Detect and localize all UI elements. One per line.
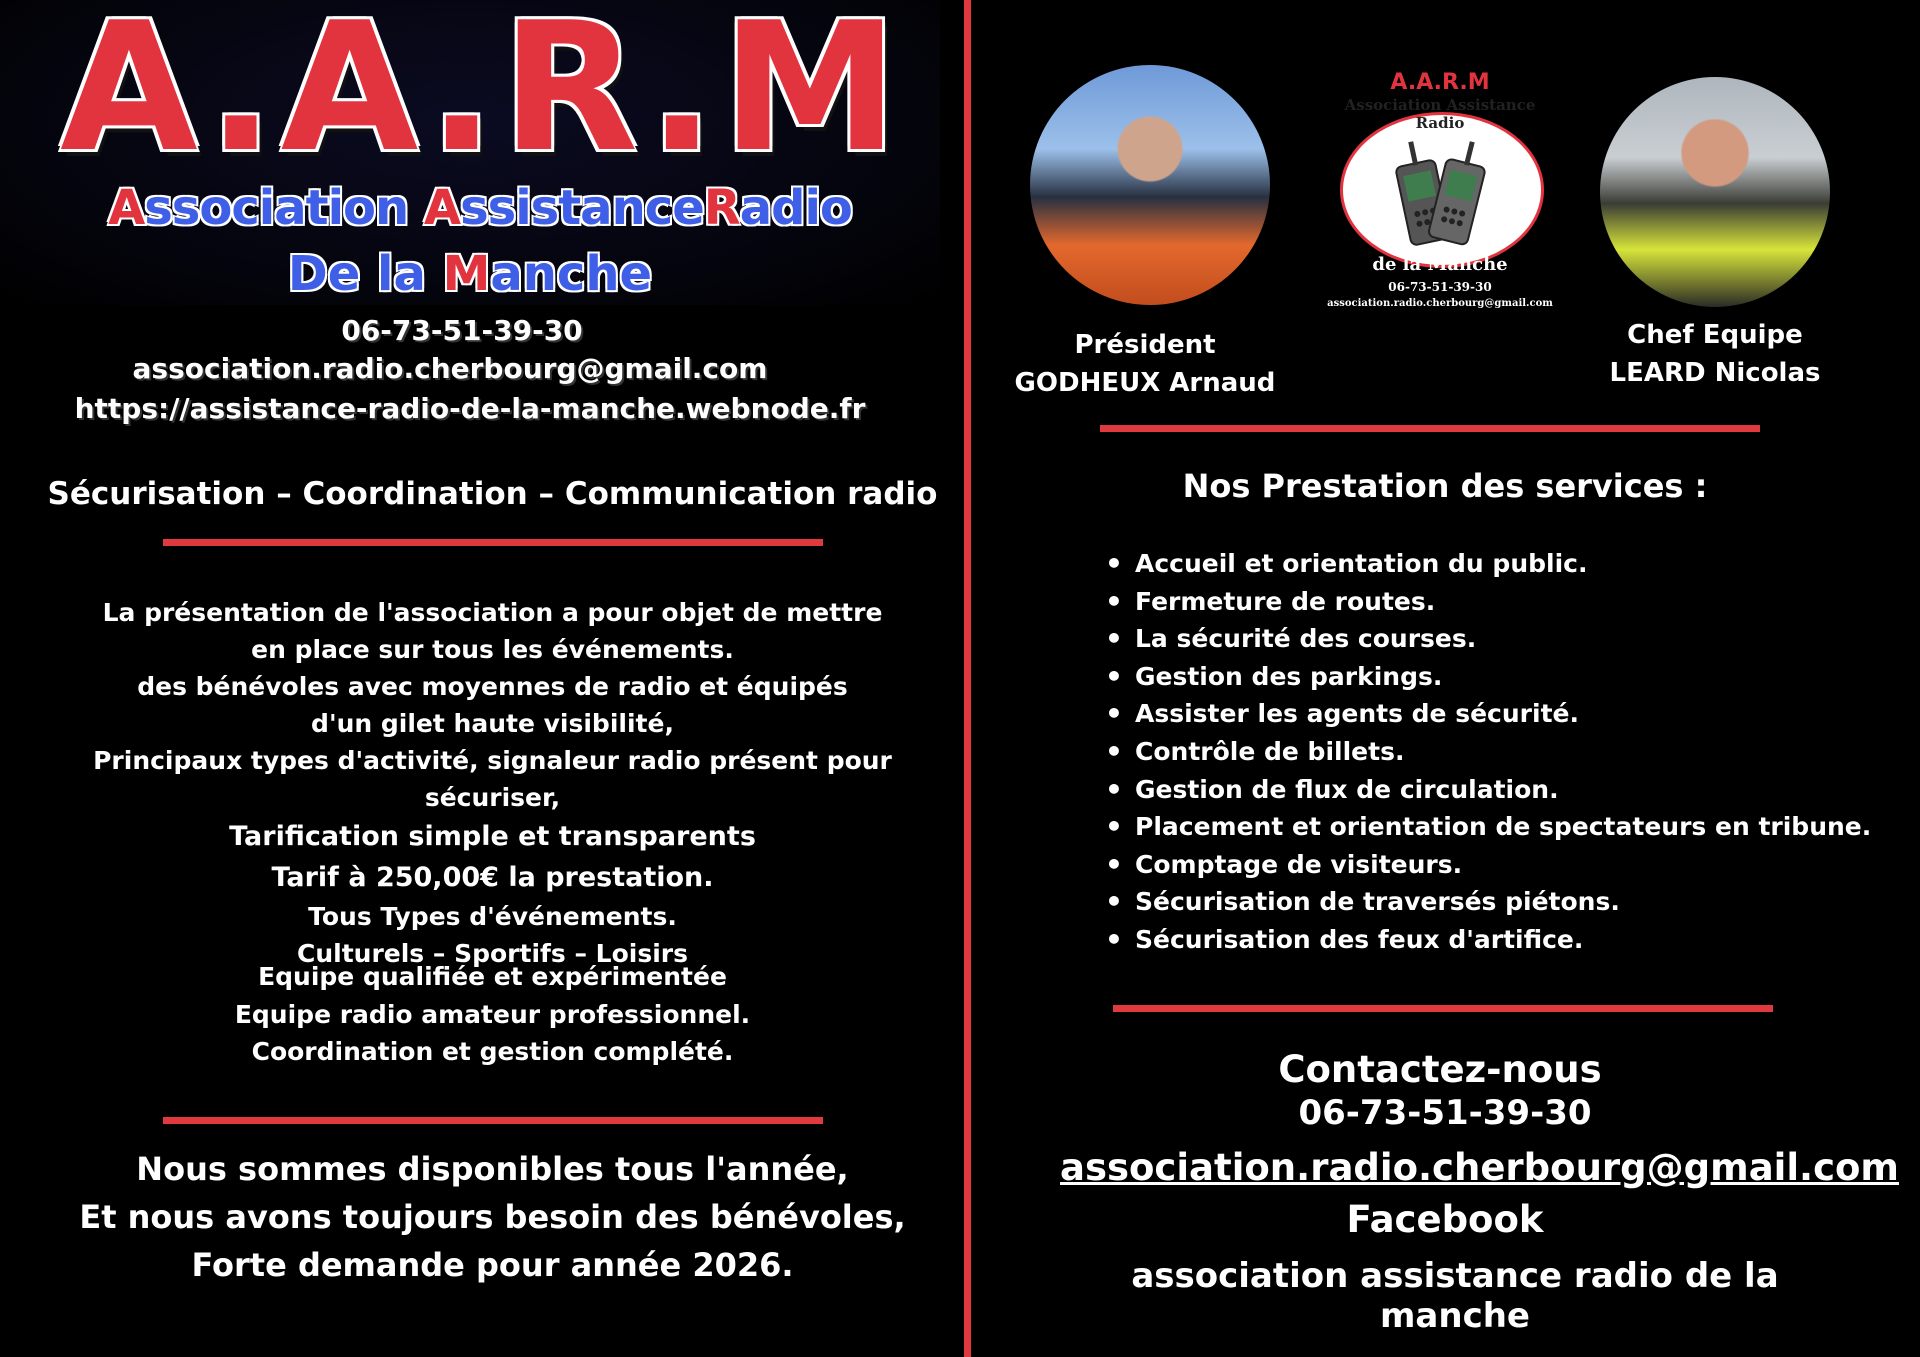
list-item: • Placement et orientation de spectateurs en tribune. xyxy=(1135,808,1871,846)
logo-region: De la Manche xyxy=(287,246,653,302)
presentation-line: La présentation de l'association a pour objet de mettre xyxy=(102,598,883,627)
presentation-text xyxy=(30,594,955,972)
list-item: • Sécurisation de traversés piétons. xyxy=(1135,883,1871,921)
list-item: • Gestion de flux de circulation. xyxy=(1135,771,1871,809)
list-item: • La sécurité des courses. xyxy=(1135,620,1871,658)
left-website-link[interactable]: https://assistance-radio-de-la-manche.webnode.fr xyxy=(74,392,866,425)
vertical-divider xyxy=(964,0,971,1357)
divider-rule xyxy=(163,1117,823,1124)
qualification-line: Coordination et gestion complété. xyxy=(251,1037,734,1066)
list-item: • Contrôle de billets. xyxy=(1135,733,1871,771)
presentation-line: en place sur tous les événements. xyxy=(251,635,734,664)
list-item: • Sécurisation des feux d'artifice. xyxy=(1135,921,1871,959)
availability-line: Forte demande pour année 2026. xyxy=(191,1246,794,1284)
presentation-line: d'un gilet haute visibilité, xyxy=(311,709,674,738)
chef-equipe-caption xyxy=(1570,316,1860,392)
pricing-line: Tarif à 250,00€ la prestation. xyxy=(271,862,714,893)
presentation-line: des bénévoles avec moyennes de radio et équipés xyxy=(137,672,848,701)
mini-logo-arc-text: Association Assistance Radio xyxy=(1344,96,1536,132)
contact-email-link[interactable]: association.radio.cherbourg@gmail.com xyxy=(1060,1146,1899,1189)
divider-rule xyxy=(1100,425,1760,432)
availability-line: Et nous avons toujours besoin des bénévoles, xyxy=(79,1198,906,1236)
qualification-line: Equipe qualifiée et expérimentée xyxy=(258,962,727,991)
mini-logo-region: de la Manche xyxy=(1372,254,1508,275)
chef-equipe-photo xyxy=(1600,77,1830,307)
list-item: • Fermeture de routes. xyxy=(1135,583,1871,621)
availability-text xyxy=(30,1145,955,1289)
facebook-label: Facebook xyxy=(1346,1198,1544,1241)
left-phone: 06-73-51-39-30 xyxy=(341,314,583,347)
chef-role: Chef Equipe xyxy=(1627,320,1803,350)
walkie-talkie-icon xyxy=(1390,132,1490,252)
mini-logo-phone: 06-73-51-39-30 xyxy=(1388,280,1492,294)
list-item: • Gestion des parkings. xyxy=(1135,658,1871,696)
qualification-line: Equipe radio amateur professionnel. xyxy=(234,999,751,1029)
logo-banner xyxy=(0,0,940,305)
list-item: • Accueil et orientation du public. xyxy=(1135,545,1871,583)
pricing-line: Tarification simple et transparents xyxy=(229,821,756,852)
president-name: GODHEUX Arnaud xyxy=(1014,368,1276,398)
divider-rule xyxy=(1113,1005,1773,1012)
president-photo xyxy=(1030,65,1270,305)
president-caption xyxy=(1000,326,1290,402)
qualifications-text xyxy=(30,958,955,1071)
logo-acronym: A.A.R.M xyxy=(60,0,905,191)
presentation-line: Principaux types d'activité, signaleur radio présent pour sécuriser, xyxy=(93,746,892,812)
divider-rule xyxy=(163,539,823,546)
chef-name: LEARD Nicolas xyxy=(1609,358,1821,388)
president-role: Président xyxy=(1074,330,1216,360)
list-item: • Assister les agents de sécurité. xyxy=(1135,695,1871,733)
mini-logo-email: association.radio.cherbourg@gmail.com xyxy=(1327,298,1553,309)
services-list xyxy=(1105,545,1871,959)
list-item: • Comptage de visiteurs. xyxy=(1135,846,1871,884)
presentation-line: Culturels – Sportifs – Loisirs xyxy=(296,939,689,968)
tagline: Sécurisation – Coordination – Communication radio xyxy=(47,476,938,512)
services-title: Nos Prestation des services : xyxy=(1182,467,1708,505)
contact-phone: 06-73-51-39-30 xyxy=(1298,1093,1592,1133)
left-email-link[interactable]: association.radio.cherbourg@gmail.com xyxy=(132,352,768,385)
contact-title: Contactez-nous xyxy=(1278,1048,1602,1091)
association-mini-logo xyxy=(1320,70,1560,320)
availability-line: Nous sommes disponibles tous l'année, xyxy=(136,1150,849,1188)
mini-logo-title: A.A.R.M xyxy=(1390,70,1490,95)
logo-association-name: Association AssistanceRadio xyxy=(108,180,852,236)
presentation-line: Tous Types d'événements. xyxy=(308,902,677,931)
facebook-page-name[interactable]: association assistance radio de la manche xyxy=(1131,1256,1779,1336)
